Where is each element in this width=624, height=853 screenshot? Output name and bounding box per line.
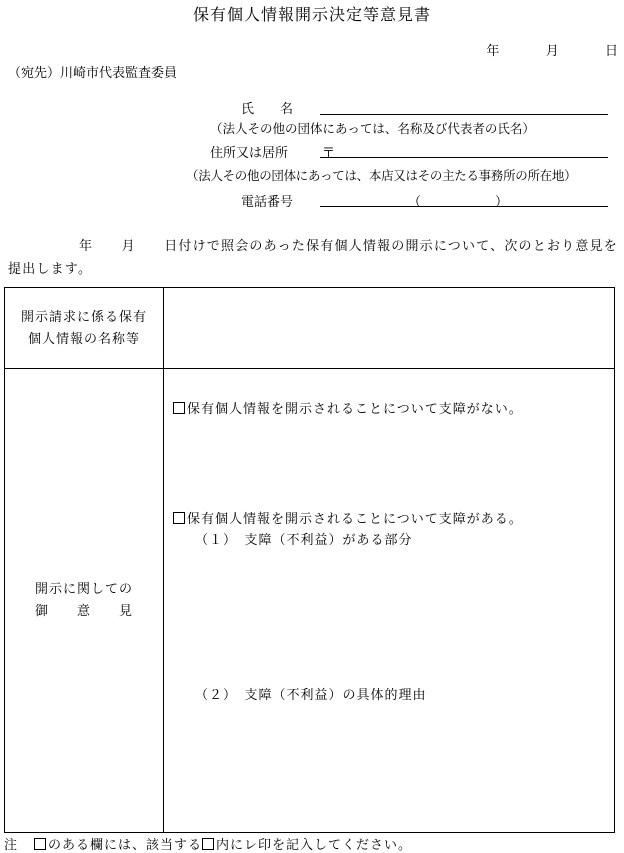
date-day: 日 bbox=[604, 44, 618, 59]
footnote-suffix: 内にレ印を記入してください。 bbox=[216, 838, 413, 853]
document-title: 保有個人情報開示決定等意見書 bbox=[192, 5, 431, 24]
checkbox-icon bbox=[34, 838, 46, 850]
subitem-obstacle-reason: （２） 支障（不利益）の具体的理由 bbox=[195, 688, 427, 703]
phone-paren-open: （ bbox=[408, 195, 422, 210]
name-field-line[interactable] bbox=[320, 114, 608, 115]
row2-label bbox=[5, 579, 163, 623]
postal-mark: 〒 bbox=[322, 146, 336, 161]
date-line bbox=[486, 40, 618, 59]
row1-input-area[interactable] bbox=[164, 288, 614, 368]
footnote bbox=[4, 834, 412, 853]
table-column-divider bbox=[163, 288, 164, 832]
phone-paren-close: ） bbox=[495, 195, 509, 210]
table-row-divider bbox=[5, 368, 614, 369]
address-field-line[interactable] bbox=[320, 157, 608, 158]
addressee: （宛先）川崎市代表監査委員 bbox=[8, 66, 178, 81]
row1-label bbox=[5, 307, 163, 351]
address-note: （法人その他の団体にあっては、本店又はその主たる事務所の所在地） bbox=[186, 168, 577, 183]
footnote-prefix: 注 bbox=[4, 838, 19, 853]
obstacle-part-input-area[interactable] bbox=[191, 550, 601, 670]
footnote-text: のある欄には、該当する bbox=[48, 838, 203, 853]
checkbox-icon[interactable] bbox=[173, 402, 185, 414]
option-obstacle-label: 保有個人情報を開示されることについて支障がある。 bbox=[187, 512, 523, 527]
row1-label-line2: 個人情報の名称等 bbox=[27, 332, 140, 347]
checkbox-icon bbox=[202, 838, 214, 850]
body-text: 年 月 日付けで照会のあった保有個人情報の開示について、次のとおり意見を提出します。 bbox=[8, 239, 618, 277]
name-note: （法人その他の団体にあっては、名称及び代表者の氏名） bbox=[210, 121, 535, 136]
option-no-obstacle bbox=[173, 398, 523, 417]
date-month: 月 bbox=[545, 44, 559, 59]
obstacle-reason-input-area[interactable] bbox=[191, 706, 601, 824]
row2-label-line2: 御 意 見 bbox=[34, 604, 133, 619]
name-label: 氏 名 bbox=[241, 102, 294, 117]
row1-label-line1: 開示請求に係る保有 bbox=[20, 310, 147, 325]
opinion-table bbox=[4, 287, 615, 833]
checkbox-icon[interactable] bbox=[173, 512, 185, 524]
row2-label-line1: 開示に関しての bbox=[34, 582, 133, 597]
phone-field-line[interactable] bbox=[320, 206, 608, 207]
option-no-obstacle-label: 保有個人情報を開示されることについて支障がない。 bbox=[187, 402, 523, 417]
address-label: 住所又は居所 bbox=[210, 146, 289, 161]
phone-label: 電話番号 bbox=[241, 195, 294, 210]
date-year: 年 bbox=[486, 44, 500, 59]
subitem-obstacle-part: （１） 支障（不利益）がある部分 bbox=[195, 533, 413, 548]
option-obstacle bbox=[173, 508, 523, 527]
